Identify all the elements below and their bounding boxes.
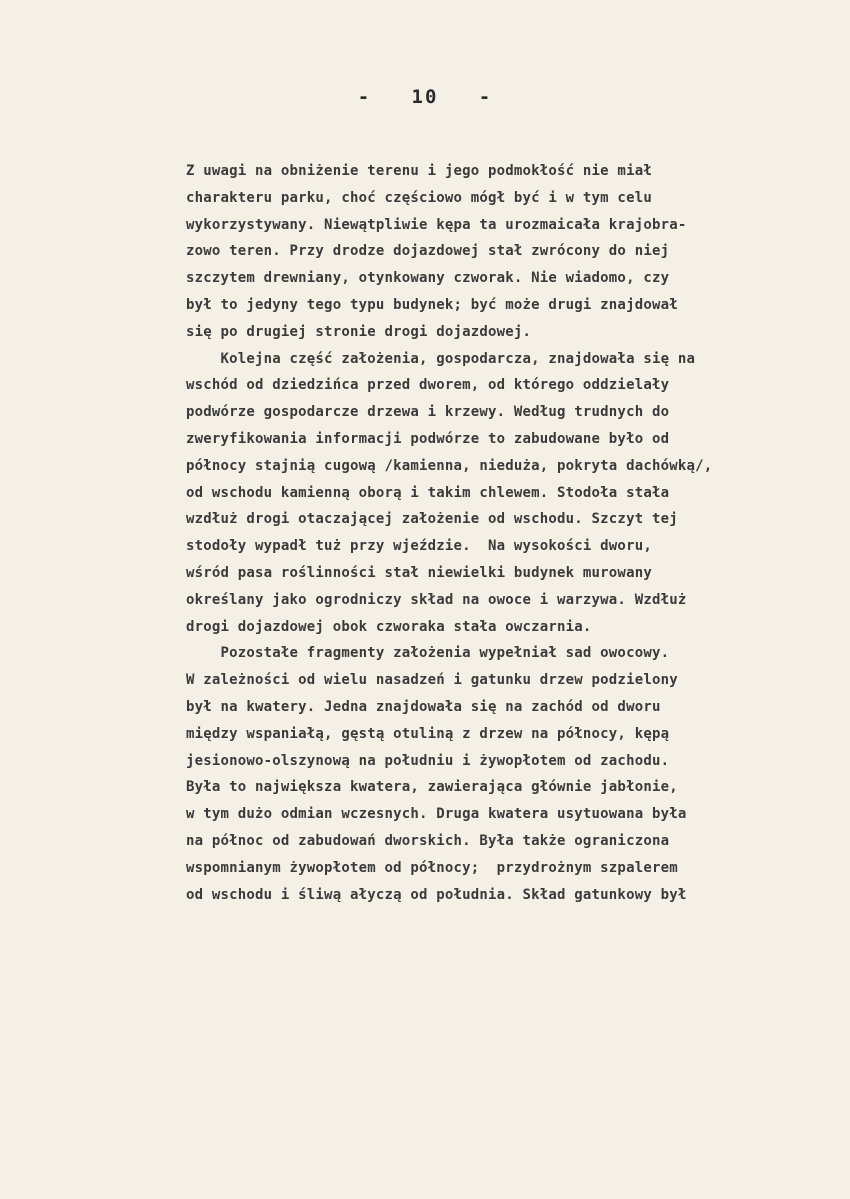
text-line: wzdłuż drogi otaczającej założenie od wschodu. Szczyt tej bbox=[186, 511, 678, 528]
page-number: - 10 - bbox=[357, 86, 493, 108]
text-line: wspomnianym żywopłotem od północy; przydrożnym szpalerem bbox=[186, 859, 678, 876]
text-line: charakteru parku, choć częściowo mógł być i w tym celu bbox=[186, 189, 652, 206]
text-line: podwórze gospodarcze drzewa i krzewy. Według trudnych do bbox=[186, 404, 670, 421]
text-line: zweryfikowania informacji podwórze to zabudowane było od bbox=[186, 430, 670, 447]
text-line: był to jedyny tego typu budynek; być może drugi znajdował bbox=[186, 296, 678, 313]
text-line: się po drugiej stronie drogi dojazdowej. bbox=[186, 323, 532, 340]
text-line: drogi dojazdowej obok czworaka stała owczarnia. bbox=[186, 618, 592, 635]
text-line: jesionowo-olszynową na południu i żywopłotem od zachodu. bbox=[186, 752, 670, 769]
text-line: Z uwagi na obniżenie terenu i jego podmokłość nie miał bbox=[186, 163, 652, 179]
text-line: Była to największa kwatera, zawierająca głównie jabłonie, bbox=[186, 779, 678, 796]
text-line: wykorzystywany. Niewątpliwie kępa ta urozmaicała krajobra- bbox=[186, 216, 687, 233]
text-line: W zależności od wielu nasadzeń i gatunku drzew podzielony bbox=[186, 672, 678, 689]
text-line: stodoły wypadł tuż przy wjeździe. Na wysokości dworu, bbox=[186, 538, 652, 555]
text-line: wschód od dziedzińca przed dworem, od którego oddzielały bbox=[186, 377, 670, 394]
text-line: między wspaniałą, gęstą otuliną z drzew na północy, kępą bbox=[186, 725, 670, 742]
text-line: północy stajnią cugową /kamienna, nieduża, pokryta dachówką/, bbox=[186, 457, 713, 474]
text-line: od wschodu i śliwą ałyczą od południa. Skład gatunkowy był bbox=[186, 886, 687, 903]
text-line: określany jako ogrodniczy skład na owoce i warzywa. Wzdłuż bbox=[186, 591, 687, 608]
text-line: zowo teren. Przy drodze dojazdowej stał zwrócony do niej bbox=[186, 243, 670, 260]
text-line: od wschodu kamienną oborą i takim chlewem. Stodoła stała bbox=[186, 484, 670, 501]
text-line: szczytem drewniany, otynkowany czworak. Nie wiadomo, czy bbox=[186, 270, 670, 287]
text-line: Kolejna część założenia, gospodarcza, znajdowała się na bbox=[186, 350, 696, 367]
text-line: w tym dużo odmian wczesnych. Druga kwatera usytuowana była bbox=[186, 806, 687, 823]
text-line: był na kwatery. Jedna znajdowała się na zachód od dworu bbox=[186, 698, 661, 715]
body-text bbox=[186, 158, 826, 908]
text-line: wśród pasa roślinności stał niewielki budynek murowany bbox=[186, 564, 652, 581]
text-line: na północ od zabudowań dworskich. Była także ograniczona bbox=[186, 832, 670, 849]
text-line: Pozostałe fragmenty założenia wypełniał sad owocowy. bbox=[186, 645, 670, 662]
